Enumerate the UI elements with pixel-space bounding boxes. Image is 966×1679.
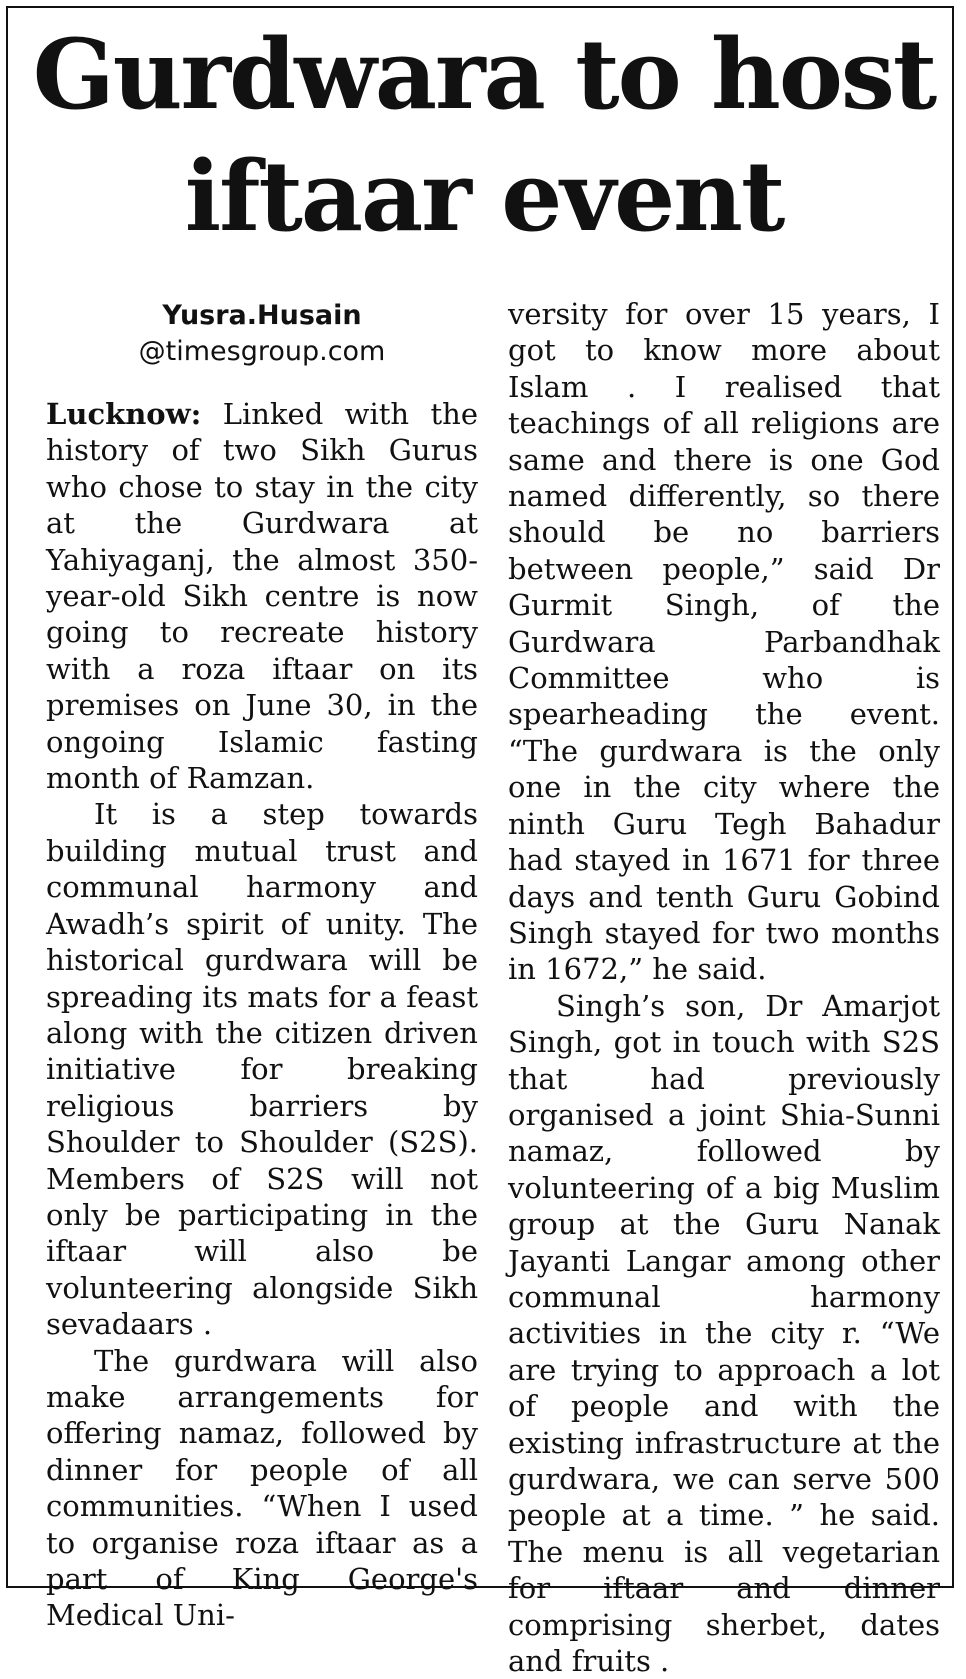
dateline: Lucknow: [46, 397, 202, 431]
body-paragraph-4: Singh’s son, Dr Amarjot Singh, got in touch with S2S that had previously organised a joint Shia-Sunni namaz, followed by volunteering of a big Muslim group at the Guru Nanak Jayanti Langar among other communal harmony activities in the city r. “We are trying to approach a lot of people and with the existing infrastructure at the gurdwara, we can serve 500 people at a time. ” he said. The menu is all vegetarian for iftaar and dinner comprising sherbet, dates and fruits . [508, 988, 940, 1679]
headline: Gurdwara to host iftaar event [32, 18, 936, 253]
byline-author: Yusra.Husain [162, 300, 362, 331]
byline [46, 298, 478, 370]
body-paragraph-2: It is a step towards building mutual trust and communal harmony and Awadh’s spirit of unity. The historical gurdwara will be spreading its mats for a feast along with the citizen driven initiative for breaking religious barriers by Shoulder to Shoulder (S2S). Members of S2S will not only be participating in the iftaar will also be volunteering alongside Sikh sevadaars . [46, 797, 478, 1342]
column-left [46, 298, 478, 1634]
body-paragraph-1 [46, 396, 478, 796]
body-paragraph-3-continued: versity for over 15 years, I got to know more about Islam . I realised that teachings of all religions are same and there is one God named differently, so there should be no barriers between people,” said Dr Gurmit Singh, of the Gurdwara Parbandhak Committee who is spearheading the event. “The gurdwara is the only one in the city where the ninth Guru Tegh Bahadur had stayed in 1671 for three days and tenth Guru Gobind Singh stayed for two months in 1672,” he said. [508, 297, 940, 987]
paragraph-text: Linked with the history of two Sikh Gurus who chose to stay in the city at the Gurdwara at Yahiyaganj, the almost 350-year-old Sikh centre is now going to recreate history with a roza iftaar on its premises on June 30, in the ongoing Islamic fasting month of Ramzan. [46, 397, 479, 796]
column-right [508, 296, 940, 1679]
byline-email: @timesgroup.com [138, 336, 386, 367]
body-paragraph-3: The gurdwara will also make arrangements for offering namaz, followed by dinner for people of all communities. “When I used to organise roza iftaar as a part of King George's Medical Uni- [46, 1343, 478, 1633]
